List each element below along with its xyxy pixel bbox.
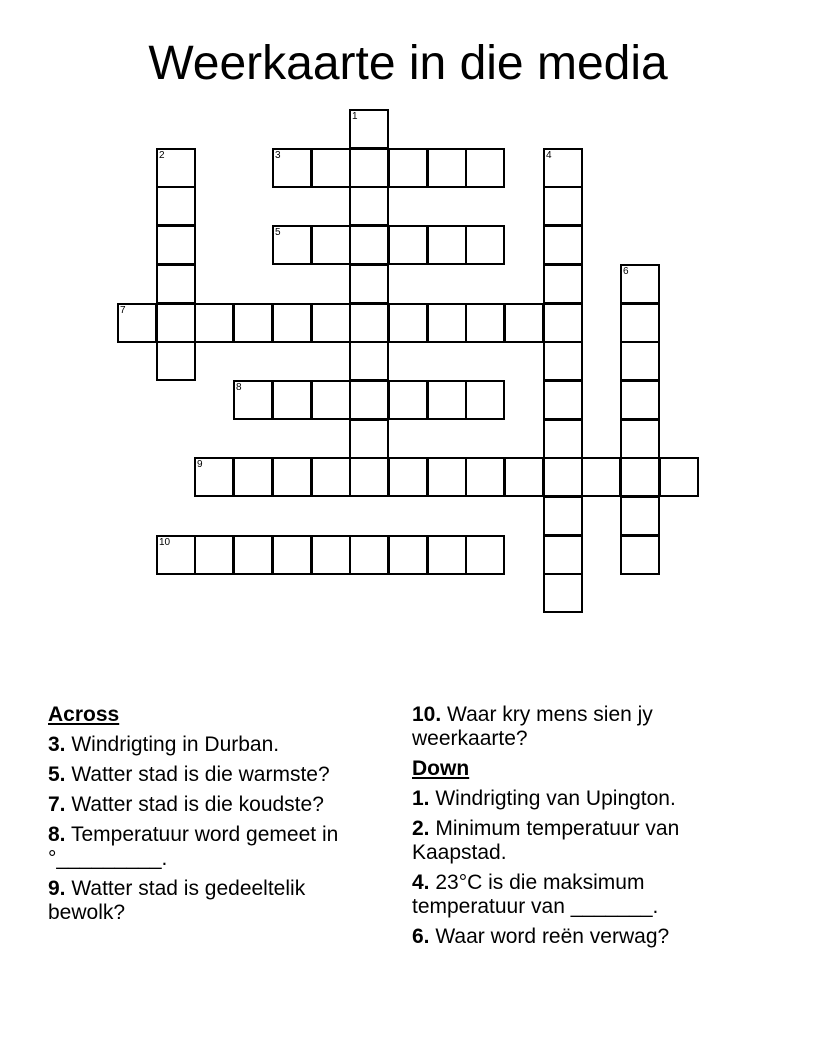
grid-cell[interactable] [349,535,389,575]
grid-cell[interactable] [349,109,389,149]
grid-cell[interactable] [465,303,505,343]
grid-cell[interactable] [388,457,428,497]
grid-cell[interactable] [543,419,583,459]
clue-number: 6. [412,925,430,948]
grid-cell[interactable] [349,457,389,497]
grid-cell[interactable] [543,380,583,420]
grid-cell[interactable] [349,303,389,343]
grid-cell[interactable] [427,535,467,575]
across-heading: Across [48,703,120,726]
clue-number: 5. [48,763,66,786]
grid-cell[interactable] [581,457,621,497]
clue-across-10 [412,703,762,751]
grid-cell[interactable] [117,303,157,343]
grid-cell[interactable] [620,341,660,381]
grid-cell[interactable] [194,535,234,575]
grid-cell[interactable] [465,148,505,188]
cell-number: 8 [236,382,242,393]
clue-number: 1. [412,787,430,810]
clue-number: 8. [48,823,66,846]
grid-cell[interactable] [349,341,389,381]
grid-cell[interactable] [388,380,428,420]
clues-left-column [48,703,388,931]
grid-cell[interactable] [233,303,273,343]
clue-text: Windrigting in Durban. [71,733,280,756]
grid-cell[interactable] [194,303,234,343]
clue-text: Watter stad is gedeeltelik bewolk? [48,877,306,924]
grid-cell[interactable] [272,225,312,265]
grid-cell[interactable] [543,341,583,381]
clue-number: 2. [412,817,430,840]
grid-cell[interactable] [465,225,505,265]
grid-cell[interactable] [156,303,196,343]
grid-cell[interactable] [543,496,583,536]
grid-cell[interactable] [504,303,544,343]
grid-cell[interactable] [272,380,312,420]
grid-cell[interactable] [427,457,467,497]
grid-cell[interactable] [311,535,351,575]
cell-number: 9 [197,459,203,470]
grid-cell[interactable] [543,535,583,575]
clue-text: Watter stad is die koudste? [71,793,324,816]
clue-text: 23°C is die maksimum temperatuur van _______. [412,871,659,918]
clue-across-3 [48,733,388,757]
clue-down-1 [412,787,762,811]
grid-cell[interactable] [156,341,196,381]
grid-cell[interactable] [388,148,428,188]
grid-cell[interactable] [543,457,583,497]
clue-across-8 [48,823,388,871]
clue-text: Waar word reën verwag? [435,925,670,948]
grid-cell[interactable] [388,225,428,265]
cell-number: 6 [623,266,629,277]
cell-number: 1 [352,111,358,122]
page-title: Weerkaarte in die media [148,37,668,90]
grid-cell[interactable] [233,380,273,420]
grid-cell[interactable] [388,535,428,575]
clue-number: 9. [48,877,66,900]
grid-cell[interactable] [311,225,351,265]
grid-cell[interactable] [620,264,660,304]
grid-cell[interactable] [543,573,583,613]
grid-cell[interactable] [465,380,505,420]
grid-cell[interactable] [543,264,583,304]
clues-right-column [412,703,762,955]
clue-down-4 [412,871,762,919]
grid-cell[interactable] [465,535,505,575]
grid-cell[interactable] [311,457,351,497]
grid-cell[interactable] [620,419,660,459]
grid-cell[interactable] [349,148,389,188]
grid-cell[interactable] [156,186,196,226]
grid-cell[interactable] [349,225,389,265]
grid-cell[interactable] [659,457,699,497]
grid-cell[interactable] [620,496,660,536]
grid-cell[interactable] [427,303,467,343]
clue-across-7 [48,793,388,817]
grid-cell[interactable] [504,457,544,497]
cell-number: 3 [275,150,281,161]
clue-number: 10. [412,703,442,726]
grid-cell[interactable] [311,148,351,188]
grid-cell[interactable] [620,303,660,343]
grid-cell[interactable] [156,148,196,188]
clue-across-9 [48,877,388,925]
grid-cell[interactable] [543,186,583,226]
clue-text: Watter stad is die warmste? [71,763,330,786]
grid-cell[interactable] [156,535,196,575]
grid-cell[interactable] [620,380,660,420]
clue-number: 3. [48,733,66,756]
clue-number: 7. [48,793,66,816]
grid-cell[interactable] [388,303,428,343]
grid-cell[interactable] [233,457,273,497]
grid-cell[interactable] [349,186,389,226]
grid-cell[interactable] [620,457,660,497]
grid-cell[interactable] [427,225,467,265]
grid-cell[interactable] [272,457,312,497]
clue-text: Waar kry mens sien jy weerkaarte? [412,703,653,750]
grid-cell[interactable] [272,535,312,575]
cell-number: 7 [120,305,126,316]
clue-text: Temperatuur word gemeet in °_________. [48,823,339,870]
clue-text: Windrigting van Upington. [435,787,676,810]
cell-number: 4 [546,150,552,161]
grid-cell[interactable] [349,380,389,420]
clue-down-2 [412,817,762,865]
grid-cell[interactable] [233,535,273,575]
clue-text: Minimum temperatuur van Kaapstad. [412,817,680,864]
grid-cell[interactable] [543,225,583,265]
grid-cell[interactable] [427,380,467,420]
grid-cell[interactable] [427,148,467,188]
grid-cell[interactable] [543,148,583,188]
grid-cell[interactable] [156,264,196,304]
grid-cell[interactable] [465,457,505,497]
clue-across-5 [48,763,388,787]
grid-cell[interactable] [620,535,660,575]
grid-cell[interactable] [272,148,312,188]
grid-cell[interactable] [311,303,351,343]
cell-number: 10 [159,537,171,548]
grid-cell[interactable] [311,380,351,420]
grid-cell[interactable] [349,419,389,459]
clue-down-6 [412,925,762,949]
clue-number: 4. [412,871,430,894]
grid-cell[interactable] [543,303,583,343]
cell-number: 2 [159,150,165,161]
grid-cell[interactable] [194,457,234,497]
down-heading: Down [412,757,470,780]
cell-number: 5 [275,227,281,238]
grid-cell[interactable] [349,264,389,304]
grid-cell[interactable] [272,303,312,343]
grid-cell[interactable] [156,225,196,265]
